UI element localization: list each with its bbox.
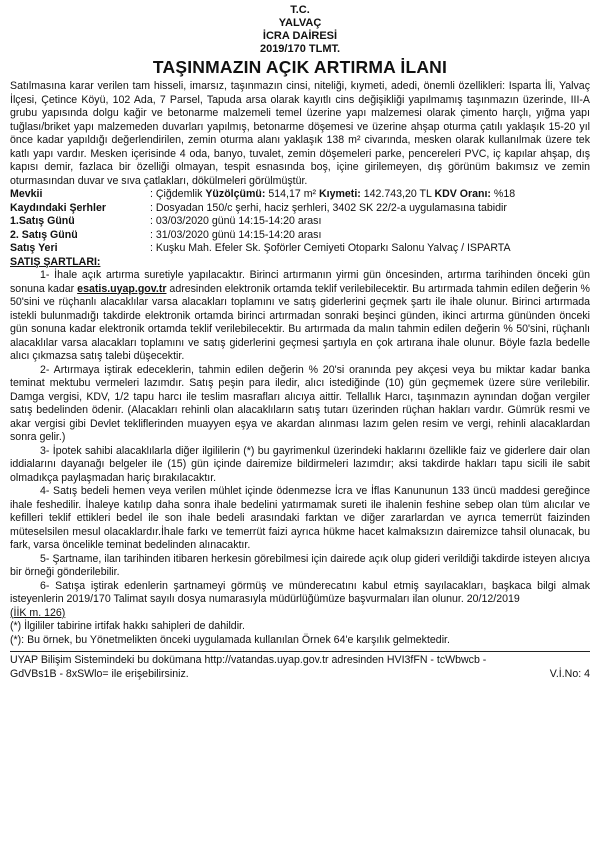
satis2-value: : 31/03/2020 günü 14:15-14:20 arası [150, 228, 322, 241]
conditions-title: SATIŞ ŞARTLARI: [10, 255, 101, 268]
note-1: (*) İlgililer tabirine irtifak hakkı sahipleri de dahildir. [10, 620, 245, 632]
kiymeti-value: 142.743,20 TL [363, 188, 432, 200]
page-title: TAŞINMAZIN AÇIK ARTIRMA İLANI [152, 57, 448, 77]
satis1-label: 1.Satış Günü [10, 215, 75, 227]
header-tc: T.C. [290, 4, 310, 16]
condition-4: 4- Satış bedeli hemen veya verilen mühlet içinde ödenmezse İcra ve İflas Kanununun 133 üncü maddesi gereğince ihale feshedilir. İhaleye katılıp daha sonra ihale bedelini yatırmamak sureti ile ihalenin feshine sebep olan tüm alıcılar ve kefilleri teklif ettikleri bedel ile son ihale bedeli arasındaki farktan ve diğer zararlardan ve ayrıca temerrüt faizinden müteselsilen mesul olacaklardır.İhale farkı ve temerrüt faizi ayrıca hükme hacet kalmaksızın dairemizce tahsil olunacak, bu fark, varsa öncelikle teminat bedelinden alınacaktır. [10, 485, 590, 551]
footer-row [10, 668, 590, 682]
footer-line-2: GdVBs1B - 8xSWlo= ile erişebilirsiniz. [10, 667, 189, 680]
mevkii-label: Mevkii [10, 188, 43, 200]
header-city: YALVAÇ [278, 17, 322, 29]
satis2-label: 2. Satış Günü [10, 228, 78, 241]
serhler-value: : Dosyadan 150/c şerhi, haciz şerhleri, 3402 SK 22/2-a uygulamasına tabidir [150, 201, 507, 214]
condition-6: 6- Satışa iştirak edenlerin şartnameyi görmüş ve münderecatını kabul etmiş sayılacakları, başkaca bilgi almak isteyenlerin 2019/170 Talimat sayılı dosya numarasıyla müdürlüğümüze başvurmaları ilan olunur. 20/12/2019 [10, 579, 590, 605]
note-2: (*): Bu örnek, bu Yönetmelikten önceki uygulamada kullanılan Örnek 64'e karşılık gelmektedir. [10, 633, 450, 646]
yeri-value: : Kuşku Mah. Efeler Sk. Şoförler Cemiyeti Otoparkı Salonu Yalvaç / ISPARTA [150, 242, 511, 254]
mevkii-value: : Çiğdemlik [150, 188, 203, 200]
condition-3: 3- İpotek sahibi alacaklılarla diğer ilgililerin (*) bu gayrimenkul üzerindeki haklarını özellikle faiz ve giderlere dair olan iddialarını dayanağı belgeler ile (15) gün içinde dairemize bildirmeleri lazımdır; aksi takdirde hakları tapu sicili ile sabit olmadıkça paylaşmadan hariç bırakılacaktır. [10, 444, 590, 484]
footer-divider [10, 651, 590, 652]
kdv-value: %18 [493, 188, 516, 200]
yuzolcumu-label: Yüzölçümü: [205, 188, 266, 200]
yuzolcumu-value: 514,17 m² [268, 188, 317, 200]
condition-1 [10, 269, 590, 364]
serhler-label: Kaydındaki Şerhler [10, 201, 106, 214]
condition-1-end: adresinden elektronik ortamda teklif verilebilecektir. Bu artırmada tahmin edilen değerin % 50'sini ve rüçhanlı alacaklılar varsa alacakları toplamını ve satış giderlerini geçmek şartı ile ihale olunur. Birinci artırmada istekli bulunmadığı takdirde elektronik ortamda birinci artırmadan sonraki beşinci günden, ikinci artırma gününden önceki gün sonuna kadar elektronik ortamda teklif verilebilecektir. Bu artırmada da malın tahmin edilen değerin % 50'sini, rüçhanlı alacaklılar varsa alacakları toplamını ve satış giderlerini geçmesi şartıyla en çok artırana ihale olunur. Böyle fazla bedelle alıcı çıkmazsa satış talebi düşecektir. [10, 282, 590, 362]
detail-row-satis1 [10, 215, 590, 229]
detail-row-serhler [10, 202, 590, 216]
iik-reference: (İİK m. 126) [10, 606, 66, 619]
header-file-number: 2019/170 TLMT. [259, 43, 341, 55]
detail-row-satis2 [10, 229, 590, 243]
detail-row-yeri [10, 242, 590, 256]
mevkii-line [150, 188, 590, 202]
kdv-label: KDV Oranı: [434, 188, 491, 200]
footer-version: V.İ.No: 4 [549, 667, 590, 680]
kiymeti-label: Kıymeti: [319, 188, 361, 200]
condition-5: 5- Şartname, ilan tarihinden itibaren herkesin görebilmesi için dairede açık olup gideri verildiği takdirde isteyen alıcıya bir örneği gönderilebilir. [10, 552, 590, 578]
condition-2: 2- Artırmaya iştirak edeceklerin, tahmin edilen değerin % 20'si oranında pey akçesi veya bu miktar kadar banka teminat mektubu vermeleri lazımdır. Satış peşin para iledir, alıcı istediğinde (10) gün geçmemek üzere süre verilebilir. Damga vergisi, KDV, 1/2 tapu harcı ile teslim masrafları alıcıya aittir. Tellallık Harcı, taşınmazın aynından doğan vergiler satış bedelinden ödenir. (Alacakları rehinli olan alacaklıların satış tutarı üzerinden rüçhan hakları vardır. Gümrük resmi ve akar vergisi gibi Devlet tekliflerinden muayyen eşya ve akardan alınması lazım gelen resim ve vergi, rehinli alacaklardan sonra gelir.) [10, 363, 590, 443]
header-office: İCRA DAİRESİ [262, 30, 338, 42]
footer-line-1: UYAP Bilişim Sistemindeki bu dokümana http://vatandas.uyap.gov.tr adresinden HVI3fFN - tcWbwcb - [10, 654, 487, 666]
condition-1-start: 1- İhale açık artırma suretiyle yapılacaktır. Birinci artırmanın yirmi gün öncesinden, artırma tarihinden önceki gün sonuna kadar [10, 269, 590, 295]
intro-paragraph: Satılmasına karar verilen tam hisseli, imarsız, taşınmazın cinsi, niteliği, kıymeti, adedi, önemli özellikleri: Isparta İli, Yalvaç İlçesi, Çetince Köyü, 102 Ada, 7 Parsel, Tapuda arsa olarak kayıtlı cins değişikliği yapılmamış taşınmazın üzerinde, III-A grubu yapısında dolgu kağir ve betonarme malzemeli temel üzerine yapı malzemesi olarak çimento harçlı, yığma yapı tuğlası/briket yapı malzemeden duvarları yapılmış, betonarme döşemesi ve üzerine ahşap oturma çatılı yaklaşık 15-20 yıl önce kadar yapıldığı değerlendirilen, zemin oturma alanı yaklaşık 138 m² civarında, mesken olarak kullanılmak üzere tek katlı yapı vardır. Mesken içerisinde 4 oda, banyo, tuvalet, zemin döşemeleri parke, pencereleri PVC, iç kapılar ahşap, dış kapısı demir, fazlaca bir özelliği olmayan, tespit esnasında boş, içine girilemeyen, dış görünüm bakımsız ve zemin oturmasından duvar ve sıva çatlakları, dökülmeleri görülmüştür. [10, 80, 590, 187]
detail-row-mevkii [10, 188, 590, 202]
satis1-value: : 03/03/2020 günü 14:15-14:20 arası [150, 215, 322, 227]
yeri-label: Satış Yeri [10, 242, 58, 254]
esatis-link[interactable]: esatis.uyap.gov.tr [77, 282, 167, 295]
footer [10, 654, 590, 681]
